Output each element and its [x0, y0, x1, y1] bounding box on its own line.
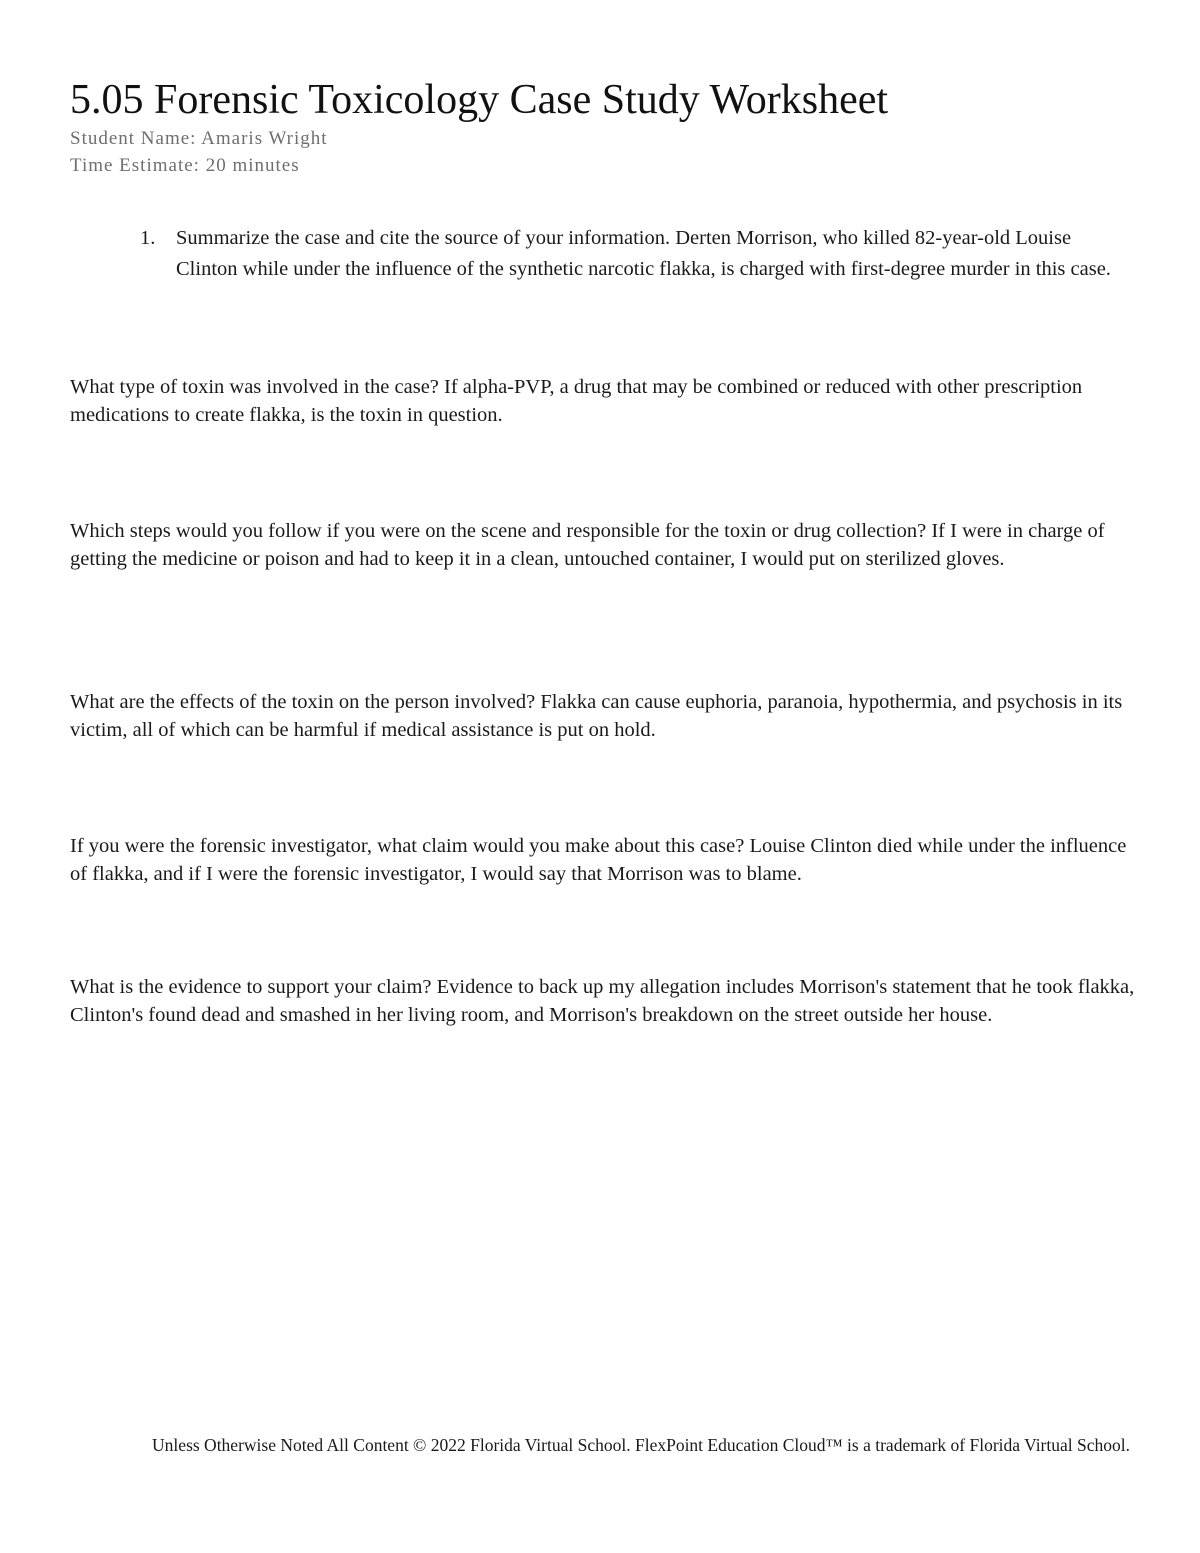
copyright-footer: Unless Otherwise Noted All Content © 2022 Florida Virtual School. FlexPoint Education Cloud™ is a trademark of Florida Virtual School. [152, 1435, 1130, 1455]
question-6-text: What is the evidence to support your claim? Evidence to back up my allegation includes Morrison's statement that he took flakka, Clinton's found dead and smashed in her living room, and Morrison's breakdown on the street outside her house. [70, 976, 1135, 1026]
question-1 [140, 223, 1130, 285]
page-title: 5.05 Forensic Toxicology Case Study Worksheet [70, 77, 889, 123]
student-name: Student Name: Amaris Wright [70, 128, 328, 149]
question-1-text: Summarize the case and cite the source of your information. Derten Morrison, who killed 82-year-old Louise Clinton while under the influence of the synthetic narcotic flakka, is charged with first-degree murder in this case. [176, 227, 1111, 280]
question-5-text: If you were the forensic investigator, what claim would you make about this case? Louise Clinton died while under the influence of flakka, and if I were the forensic investigator, I would say that Morrison was to blame. [70, 835, 1127, 885]
time-estimate: Time Estimate: 20 minutes [70, 155, 300, 176]
question-4-text: What are the effects of the toxin on the person involved? Flakka can cause euphoria, paranoia, hypothermia, and psychosis in its victim, all of which can be harmful if medical assistance is put on hold. [70, 691, 1123, 741]
question-2-text: What type of toxin was involved in the case? If alpha-PVP, a drug that may be combined or reduced with other prescription medications to create flakka, is the toxin in question. [70, 376, 1083, 426]
question-number: 1. [140, 227, 156, 249]
question-3-text: Which steps would you follow if you were on the scene and responsible for the toxin or drug collection? If I were in charge of getting the medicine or poison and had to keep it in a clean, untouched container, I would put on sterilized gloves. [70, 520, 1105, 570]
